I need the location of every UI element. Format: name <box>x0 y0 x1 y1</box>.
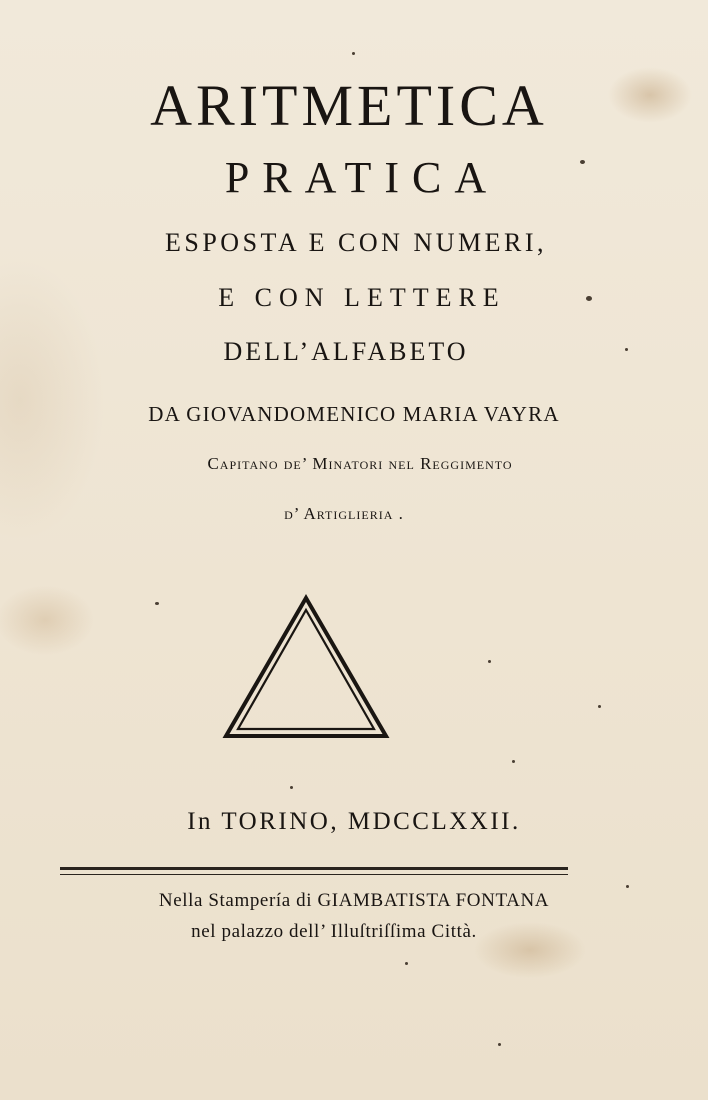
subtitle-line-3: DELL’ALFABETO <box>223 337 469 366</box>
author-name: DA GIOVANDOMENICO MARIA VAYRA <box>148 402 560 426</box>
subtitle-line-2: E CON LETTERE <box>218 283 506 312</box>
ink-speck <box>405 962 408 965</box>
main-title: ARITMETICA <box>150 73 548 138</box>
ink-speck <box>625 348 628 351</box>
place-and-date: In TORINO, MDCCLXXII. <box>187 808 521 835</box>
ink-speck <box>580 160 585 164</box>
author-rank-line-1: Capitano de’ Minatori nel Reggimento <box>207 454 513 473</box>
ink-speck <box>586 296 592 301</box>
divider-rule-thick <box>60 867 568 870</box>
printer-line-1: Nella Stampería di GIAMBATISTA FONTANA <box>158 890 550 911</box>
subtitle-line-1: ESPOSTA E CON NUMERI, <box>164 228 547 257</box>
ink-speck <box>352 52 355 55</box>
printer-line-2: nel palazzo dell’ Illuſtriſſima Città. <box>191 921 477 942</box>
ink-speck <box>155 602 159 605</box>
divider-rule-thin <box>60 874 568 875</box>
ink-speck <box>498 1043 501 1046</box>
ink-speck <box>512 760 515 763</box>
author-rank-line-2: d’ Artiglieria . <box>284 504 404 523</box>
ink-speck <box>598 705 601 708</box>
triangle-icon <box>220 592 392 744</box>
ink-speck <box>626 885 629 888</box>
ink-speck <box>488 660 491 663</box>
ink-speck <box>290 786 293 789</box>
main-title-second-line: PRATICA <box>224 153 500 202</box>
